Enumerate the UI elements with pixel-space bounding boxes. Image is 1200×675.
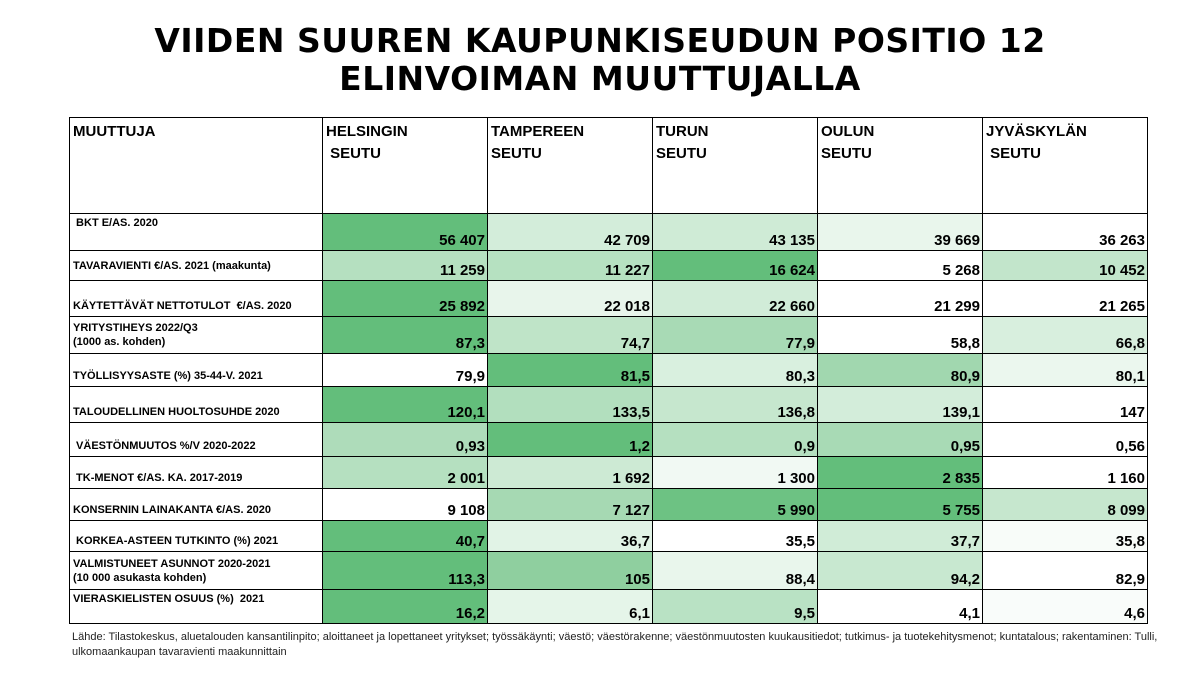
value-cell: 80,3 <box>653 354 818 387</box>
table-row <box>70 489 1148 521</box>
value-cell: 6,1 <box>488 590 653 624</box>
value-cell: 113,3 <box>323 552 488 590</box>
value-cell: 11 227 <box>488 251 653 281</box>
row-label: VIERASKIELISTEN OSUUS (%) 2021 <box>70 590 323 624</box>
header-cell-variable: MUUTTUJA <box>70 118 323 214</box>
header-cell-helsinki: HELSINGIN SEUTU <box>323 118 488 214</box>
table-row <box>70 423 1148 457</box>
value-cell: 4,1 <box>818 590 983 624</box>
value-cell: 22 660 <box>653 281 818 317</box>
table-row <box>70 317 1148 354</box>
value-cell: 105 <box>488 552 653 590</box>
value-cell: 5 990 <box>653 489 818 521</box>
table-row <box>70 457 1148 489</box>
value-cell: 81,5 <box>488 354 653 387</box>
value-cell: 88,4 <box>653 552 818 590</box>
row-label: TYÖLLISYYSASTE (%) 35-44-V. 2021 <box>70 354 323 387</box>
value-cell: 42 709 <box>488 214 653 251</box>
value-cell: 4,6 <box>983 590 1148 624</box>
value-cell: 1 300 <box>653 457 818 489</box>
value-cell: 5 755 <box>818 489 983 521</box>
value-cell: 43 135 <box>653 214 818 251</box>
table-row <box>70 251 1148 281</box>
value-cell: 1 692 <box>488 457 653 489</box>
value-cell: 35,8 <box>983 521 1148 552</box>
table-row <box>70 590 1148 624</box>
row-label: VALMISTUNEET ASUNNOT 2020-2021 (10 000 asukasta kohden) <box>70 552 323 590</box>
table-row <box>70 552 1148 590</box>
comparison-table <box>69 117 1148 624</box>
table-row <box>70 354 1148 387</box>
row-label: VÄESTÖNMUUTOS %/V 2020-2022 <box>70 423 323 457</box>
value-cell: 2 835 <box>818 457 983 489</box>
value-cell: 0,56 <box>983 423 1148 457</box>
table-row <box>70 387 1148 423</box>
value-cell: 10 452 <box>983 251 1148 281</box>
source-note: Lähde: Tilastokeskus, aluetalouden kansantilinpito; aloittaneet ja lopettaneet yritykset; työssäkäynti; väestö; väestörakenne; väestönmuutosten kuukausitiedot; tutkimus- ja tuotekehitysmenot; kuntatalous; rakentaminen: Tulli, ulkomaankaupan tavaravienti maakunnittain <box>72 631 1158 658</box>
value-cell: 133,5 <box>488 387 653 423</box>
value-cell: 82,9 <box>983 552 1148 590</box>
value-cell: 80,9 <box>818 354 983 387</box>
value-cell: 37,7 <box>818 521 983 552</box>
value-cell: 8 099 <box>983 489 1148 521</box>
value-cell: 58,8 <box>818 317 983 354</box>
page-title <box>0 22 1200 98</box>
title-line-2: ELINVOIMAN MUUTTUJALLA <box>339 59 861 98</box>
value-cell: 21 299 <box>818 281 983 317</box>
row-label: KORKEA-ASTEEN TUTKINTO (%) 2021 <box>70 521 323 552</box>
value-cell: 40,7 <box>323 521 488 552</box>
value-cell: 36 263 <box>983 214 1148 251</box>
row-label: TK-MENOT €/AS. KA. 2017-2019 <box>70 457 323 489</box>
value-cell: 39 669 <box>818 214 983 251</box>
value-cell: 1 160 <box>983 457 1148 489</box>
value-cell: 56 407 <box>323 214 488 251</box>
value-cell: 0,93 <box>323 423 488 457</box>
row-label: KONSERNIN LAINAKANTA €/AS. 2020 <box>70 489 323 521</box>
table-row <box>70 214 1148 251</box>
value-cell: 7 127 <box>488 489 653 521</box>
header-cell-oulu: OULUN SEUTU <box>818 118 983 214</box>
row-label: TAVARAVIENTI €/AS. 2021 (maakunta) <box>70 251 323 281</box>
value-cell: 66,8 <box>983 317 1148 354</box>
row-label: TALOUDELLINEN HUOLTOSUHDE 2020 <box>70 387 323 423</box>
value-cell: 0,95 <box>818 423 983 457</box>
title-line-1: VIIDEN SUUREN KAUPUNKISEUDUN POSITIO 12 <box>154 21 1046 60</box>
value-cell: 136,8 <box>653 387 818 423</box>
value-cell: 35,5 <box>653 521 818 552</box>
value-cell: 25 892 <box>323 281 488 317</box>
value-cell: 87,3 <box>323 317 488 354</box>
header-cell-turku: TURUN SEUTU <box>653 118 818 214</box>
value-cell: 79,9 <box>323 354 488 387</box>
value-cell: 16 624 <box>653 251 818 281</box>
value-cell: 2 001 <box>323 457 488 489</box>
value-cell: 94,2 <box>818 552 983 590</box>
value-cell: 120,1 <box>323 387 488 423</box>
row-label: KÄYTETTÄVÄT NETTOTULOT €/AS. 2020 <box>70 281 323 317</box>
value-cell: 11 259 <box>323 251 488 281</box>
header-row <box>70 118 1148 214</box>
table-row <box>70 281 1148 317</box>
value-cell: 5 268 <box>818 251 983 281</box>
value-cell: 0,9 <box>653 423 818 457</box>
value-cell: 74,7 <box>488 317 653 354</box>
value-cell: 9,5 <box>653 590 818 624</box>
value-cell: 22 018 <box>488 281 653 317</box>
value-cell: 77,9 <box>653 317 818 354</box>
value-cell: 9 108 <box>323 489 488 521</box>
value-cell: 21 265 <box>983 281 1148 317</box>
row-label: BKT E/AS. 2020 <box>70 214 323 251</box>
header-cell-jyvaskyla: JYVÄSKYLÄN SEUTU <box>983 118 1148 214</box>
header-cell-tampere: TAMPEREEN SEUTU <box>488 118 653 214</box>
value-cell: 80,1 <box>983 354 1148 387</box>
value-cell: 16,2 <box>323 590 488 624</box>
value-cell: 139,1 <box>818 387 983 423</box>
value-cell: 36,7 <box>488 521 653 552</box>
row-label: YRITYSTIHEYS 2022/Q3 (1000 as. kohden) <box>70 317 323 354</box>
value-cell: 147 <box>983 387 1148 423</box>
value-cell: 1,2 <box>488 423 653 457</box>
table-row <box>70 521 1148 552</box>
